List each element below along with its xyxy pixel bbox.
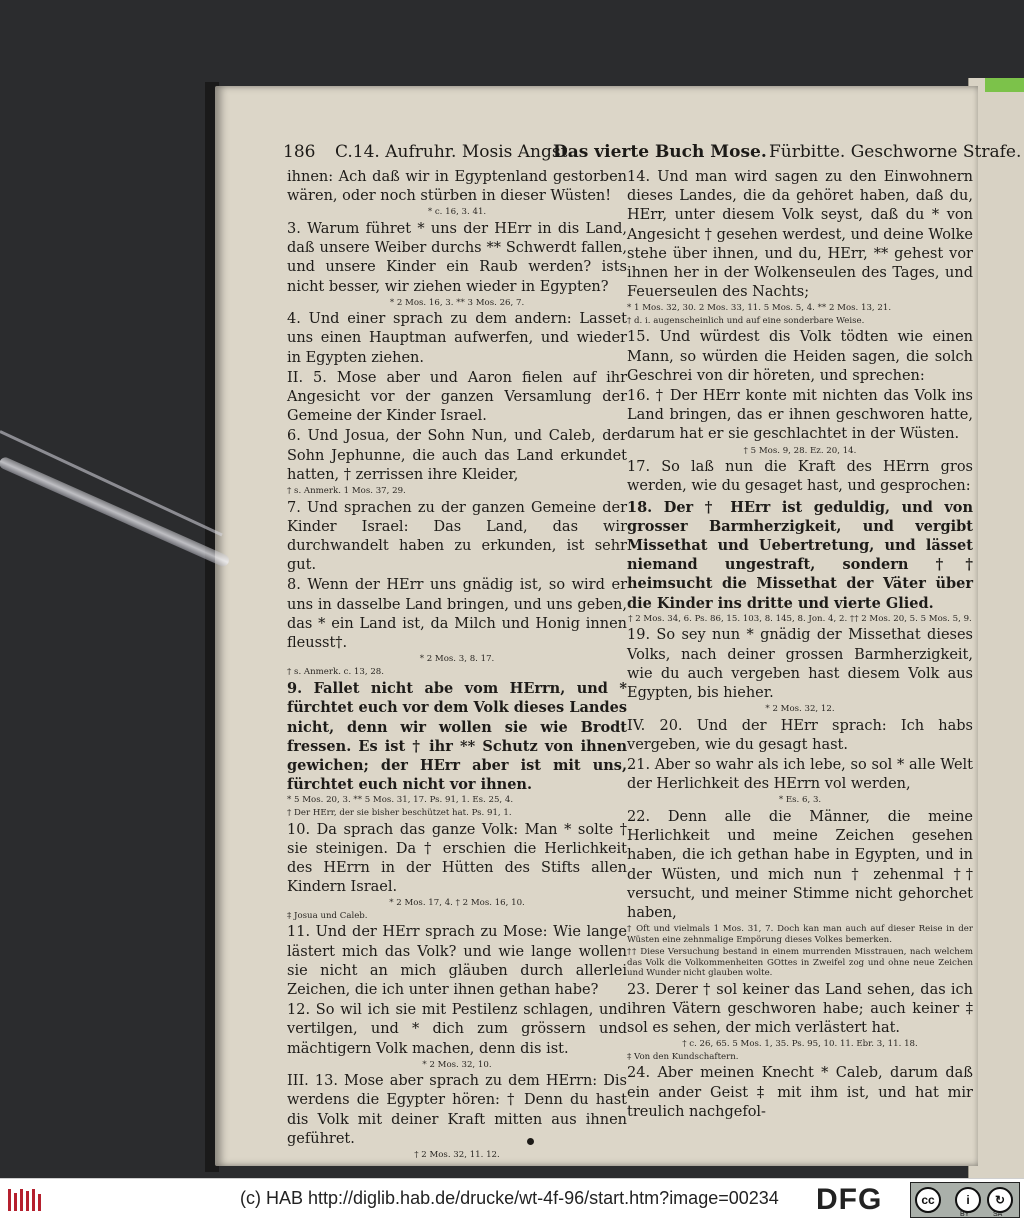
verse-paragraph: II. 5. Mose aber und Aaron fielen auf ihr Angesicht vor der ganzen Versamlung der Gemeine der Kinder Israel. (287, 369, 627, 425)
cc-sa-icon: ↻ (987, 1187, 1013, 1213)
verse-paragraph: 15. Und würdest dis Volk tödten wie einen Mann, so würden die Heiden sagen, die solch Geschrei von dir höreten, und sprechen: (627, 329, 973, 384)
verse-paragraph: 17. So laß nun die Kraft des HErrn gros werden, wie du gesaget hast, und gesprochen: (627, 459, 973, 495)
cross-reference: * 2 Mos. 32, 12. (765, 704, 835, 715)
emphasized-verse: 18. Der † HErr ist geduldig, und von grosser Barmherzigkeit, und vergibt Missethat und Uebertretung, und lässet niemand ungestraft, sondern †† heimsucht die Missethat der Väter über die Kinder ins dritte und vierte Glied. (627, 498, 973, 612)
book-page (215, 86, 1022, 1166)
verse-paragraph: 23. Derer † sol keiner das Land sehen, das ich ihren Vätern geschworen habe; auch keiner ‡ sol es sehen, der mich verlästert hat. (627, 981, 973, 1037)
dfg-logo[interactable]: DFG (816, 1183, 883, 1216)
verse-paragraph: 8. Wenn der HErr uns gnädig ist, so wird er uns in dasselbe Land bringen, und uns geben, das * ein Land ist, da Milch und Honig innen fleusst†. (287, 577, 627, 652)
footnote: * 5 Mos. 20, 3. ** 5 Mos. 31, 17. Ps. 91, 1. Es. 25, 4. (287, 795, 514, 806)
verse-paragraph: IV. 20. Und der HErr sprach: Ich habs vergeben, wie du gesagt hast. (627, 717, 973, 753)
verse-paragraph: 3. Warum führet * uns der HErr in dis Land, daß unsere Weiber durchs ** Schwerdt fallen, und unsere Kinder ein Raub werden? ists nicht besser, wir ziehen wieder in Egypten? (287, 220, 627, 295)
footnote: † Der HErr, der sie bisher beschützet hat. Ps. 91, 1. (287, 807, 512, 818)
verse-paragraph: III. 13. Mose aber sprach zu dem HErrn: Dis werdens die Egypter hören: † Denn du hast dis Volk mit deiner Kraft mitten aus ihnen geführet. (287, 1073, 627, 1147)
pointer-reflection (0, 430, 223, 536)
cc-sa-label: SA (993, 1211, 1003, 1218)
verse-paragraph: 7. Und sprachen zu der ganzen Gemeine der Kinder Israel: Das Land, das wir durchwandelt haben zu erkunden, ist sehr gut. (287, 499, 627, 574)
cross-reference: * 2 Mos. 32, 10. (422, 1059, 492, 1070)
cross-reference: * c. 16, 3. 41. (427, 207, 487, 218)
footnote: † s. Anmerk. 1 Mos. 37, 29. (287, 486, 406, 497)
cc-by-icon: i (955, 1187, 981, 1213)
footer-bar (0, 1178, 1024, 1219)
cross-reference: † 5 Mos. 9, 28. Ez. 20, 14. (743, 445, 857, 456)
ink-dot (527, 1138, 534, 1145)
verse-paragraph: 24. Aber meinen Knecht * Caleb, darum daß ein ander Geist ‡ mit ihm ist, und hat mir treulich nachgefol- (627, 1065, 973, 1120)
copyright-link[interactable]: (c) HAB http://diglib.hab.de/drucke/wt-4f-96/start.htm?image=00234 (240, 1188, 779, 1208)
verse-paragraph: 14. Und man wird sagen zu den Einwohnern dieses Landes, die da gehöret haben, daß du, HErr, unter diesem Volk seyst, daß du * von Angesicht † gesehen werdest, und deine Wolke stehe über ihnen, und du, HErr, ** gehest vor ihnen her in der Wolkenseulen des Tages, und Feuerseulen des Nachts; (627, 169, 973, 301)
cc-icon: cc (915, 1187, 941, 1213)
running-head-right: Fürbitte. Geschworne Strafe. (769, 142, 1022, 162)
footnote: ‡ Von den Kundschaftern. (627, 1051, 739, 1062)
verse-paragraph: 16. † Der HErr konte mit nichten das Volk ins Land bringen, das er ihnen geschworen hatte, darum hat er sie geschlachtet in der Wüsten. (627, 388, 973, 443)
pointer-stylus (0, 456, 231, 569)
running-head-left: C.14. Aufruhr. Mosis Angst. (335, 142, 573, 162)
cross-reference: * Es. 6, 3. (778, 795, 822, 806)
running-head-center: Das vierte Buch Mose. (553, 142, 767, 162)
footnote: ‡ Josua und Caleb. (287, 910, 368, 921)
verse-paragraph: 12. So wil ich sie mit Pestilenz schlagen, und vertilgen, und * dich zum grössern und mächtigern Volk machen, denn dis ist. (287, 1002, 627, 1057)
facing-page-text-fragment (979, 188, 1024, 1178)
right-text-column (627, 168, 973, 1123)
verse-paragraph: 6. Und Josua, der Sohn Nun, und Caleb, der Sohn Jephunne, die auch das Land erkundet hatten, † zerrissen ihre Kleider, (287, 428, 627, 483)
cross-reference: * 2 Mos. 17, 4. † 2 Mos. 16, 10. (389, 898, 525, 909)
verse-paragraph: 22. Denn alle die Männer, die meine Herlichkeit und meine Zeichen gesehen haben, die ich gethan habe in Egypten, und in der Wüsten, und mich nun † zehenmal †† versucht, und meiner Stimme nicht gehorchet haben, (627, 808, 973, 921)
cc-by-label: BY (960, 1211, 970, 1218)
verse-paragraph: 11. Und der HErr sprach zu Mose: Wie lange lästert mich das Volk? und wie lange wollen sie nicht an mich gläuben durch allerlei Zeichen, die ich unter ihnen gethan habe? (287, 924, 627, 998)
hab-logo-icon[interactable] (6, 1185, 42, 1213)
cross-reference: * 2 Mos. 3, 8. 17. (419, 654, 495, 665)
cross-reference: † c. 26, 65. 5 Mos. 1, 35. Ps. 95, 10. 11. Ebr. 3, 11. 18. (682, 1039, 918, 1050)
footnote: * 1 Mos. 32, 30. 2 Mos. 33, 11. 5 Mos. 5, 4. ** 2 Mos. 13, 21. (627, 303, 892, 314)
footnote: † s. Anmerk. c. 13, 28. (287, 666, 384, 677)
cross-reference: † 2 Mos. 34, 6. Ps. 86, 15. 103, 8. 145, 8. Jon. 4, 2. †† 2 Mos. 20, 5. 5 Mos. 5, 9. (628, 613, 972, 624)
footnote: † Oft und vielmals 1 Mos. 31, 7. Doch kan man auch auf dieser Reise in der Wüsten eine zehnmalige Empörung dieses Volkes bemerken. (627, 924, 973, 945)
verse-paragraph: 10. Da sprach das ganze Volk: Man * solte † sie steinigen. Da † erschien die Herlichkeit des HErrn in der Hütten des Stifts allen Kindern Israel. (287, 821, 627, 896)
verse-paragraph: ihnen: Ach daß wir in Egyptenland gestorben wären, oder noch stürben in dieser Wüsten! (287, 169, 627, 205)
bookmark-tab (985, 78, 1024, 92)
cross-reference: * 2 Mos. 16, 3. ** 3 Mos. 26, 7. (389, 297, 525, 308)
page-number: 186 (283, 142, 316, 162)
footnote: † d. i. augenscheinlich und auf eine sonderbare Weise. (627, 315, 865, 326)
verse-paragraph: 21. Aber so wahr als ich lebe, so sol * alle Welt der Herlichkeit des HErrn vol werden, (627, 757, 973, 793)
left-text-column (287, 168, 627, 1163)
footnote: †† Diese Versuchung bestand in einem murrenden Misstrauen, nach welchem das Volk die Volkommenheiten GOttes in Zweifel zog und ohne neue Zeichen und Wunder nicht glauben wolte. (627, 947, 973, 979)
cross-reference: † 2 Mos. 32, 11. 12. (414, 1150, 500, 1161)
emphasized-verse: 9. Fallet nicht abe vom HErrn, und * fürchtet euch vor dem Volk dieses Landes nicht, denn wir wollen sie wie Brodt fressen. Es ist † ihr ** Schutz von ihnen gewichen; der HErr aber ist mit uns, fürchtet euch nicht vor ihnen. (287, 680, 627, 794)
verse-paragraph: 19. So sey nun * gnädig der Missethat dieses Volks, nach deiner grossen Barmherzigkeit, wie du auch vergeben hast diesem Volk aus Egypten, bis hieher. (627, 627, 973, 701)
cc-license-badge[interactable] (910, 1182, 1020, 1218)
verse-paragraph: 4. Und einer sprach zu dem andern: Lasset uns einen Hauptman aufwerfen, und wieder in Egypten ziehen. (287, 311, 627, 366)
